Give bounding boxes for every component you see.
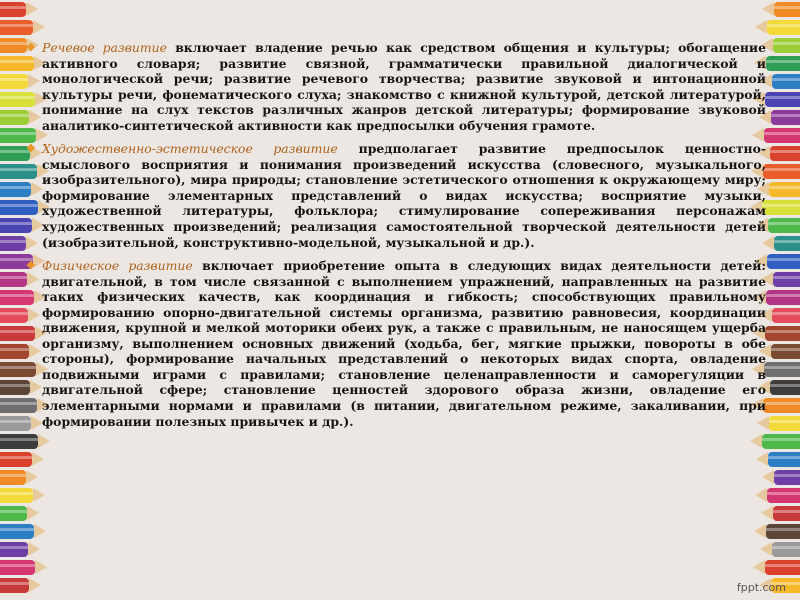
pencil-decoration xyxy=(772,74,800,89)
pencil-decoration xyxy=(0,560,35,575)
paragraph-artistic-development xyxy=(26,141,766,250)
pencil-decoration xyxy=(0,182,31,197)
paragraph-physical-development xyxy=(26,258,766,429)
pencil-decoration xyxy=(764,128,800,143)
term-artistic-development: Художественно-эстетическое развитие xyxy=(42,141,338,157)
pencil-decoration xyxy=(771,110,800,125)
pencil-decoration xyxy=(773,272,800,287)
pencil-decoration xyxy=(773,38,800,53)
pencil-decoration xyxy=(771,344,800,359)
pencil-decoration xyxy=(767,20,800,35)
pencil-decoration xyxy=(765,326,800,341)
pencil-decoration xyxy=(0,38,27,53)
pencil-decoration xyxy=(766,290,800,305)
pencil-decoration xyxy=(772,308,800,323)
pencil-decoration xyxy=(0,92,35,107)
pencil-decoration xyxy=(774,236,800,251)
pencil-decoration xyxy=(0,488,33,503)
pencil-decoration xyxy=(0,74,28,89)
pencil-decoration xyxy=(769,416,800,431)
pencil-decoration xyxy=(0,272,27,287)
pencil-decoration xyxy=(0,110,29,125)
pencil-decoration xyxy=(766,524,800,539)
pencil-decoration xyxy=(0,308,28,323)
pencil-decoration xyxy=(0,416,31,431)
slide-body xyxy=(26,40,766,437)
pencil-decoration xyxy=(763,164,800,179)
pencil-decoration xyxy=(774,2,800,17)
pencil-decoration xyxy=(0,434,38,449)
pencil-decoration xyxy=(0,542,28,557)
pencil-decoration xyxy=(0,380,30,395)
paragraph-text: предполагает развитие предпосылок ценностно-смыслового восприятия и понимания произведений искусства (словесного, музыкального, изобразительного), мира природы; становление эстетического отношения к окружающему миру; формирование элементарных представлений о видах искусства; восприятие музыки, художественной литературы, фольклора; стимулирование сопереживания персонажам художественных произведений; реализация самостоятельной творческой деятельности детей (изобразительной, конструктивно-модельной, музыкальной и др.). xyxy=(42,141,766,250)
pencil-decoration xyxy=(765,92,800,107)
pencil-decoration xyxy=(0,362,36,377)
paragraph-text: включает владение речью как средством общения и культуры; обогащение активного словаря; развитие связной, грамматически правильной диалогической и монологической речи; развитие речевого творчества; развитие звуковой и интонационной культуры речи, фонематического слуха; знакомство с книжной культурой, детской литературой, понимание на слух текстов различных жанров детской литературы; формирование звуковой аналитико-синтетической активности как предпосылки обучения грамоте. xyxy=(42,40,766,133)
term-speech-development: Речевое развитие xyxy=(42,40,167,55)
pencil-decoration xyxy=(762,434,800,449)
pencil-decoration xyxy=(0,290,34,305)
pencil-decoration xyxy=(774,470,800,485)
pencil-decoration xyxy=(765,560,800,575)
pencil-decoration xyxy=(762,200,800,215)
pencil-decoration xyxy=(0,164,37,179)
bullet-icon: ❖ xyxy=(26,142,36,156)
pencil-decoration xyxy=(766,56,800,71)
pencil-decoration xyxy=(770,146,800,161)
footer-watermark: fppt.com xyxy=(736,581,786,594)
pencil-decoration xyxy=(767,254,800,269)
pencil-decoration xyxy=(0,506,27,521)
pencil-decoration xyxy=(0,344,29,359)
paragraph-text: включает приобретение опыта в следующих видах деятельности детей: двигательной, в том числе связанной с выполнением упражнений, направленных на развитие таких физических качеств, как координация и гибкость; способствующих правильному формированию опорно-двигательной системы организма, развитию равновесия, координации движения, крупной и мелкой моторики обеих рук, а также с правильным, не наносящем ущерба организму, выполнением основных движений (ходьба, бег, мягкие прыжки, повороты в обе стороны), формирование начальных представлений о некоторых видах спорта, овладение подвижными играми с правилами; становление целенаправленности и саморегуляции в двигательной сфере; становление ценностей здорового образа жизни, овладение его элементарными нормами и правилами (в питании, двигательном режиме, закаливании, при формировании полезных привычек и др.). xyxy=(42,258,766,429)
pencil-decoration xyxy=(0,524,34,539)
pencil-decoration xyxy=(764,362,800,377)
pencil-decoration xyxy=(772,542,800,557)
pencil-decoration xyxy=(0,2,26,17)
pencil-decoration xyxy=(768,452,800,467)
term-physical-development: Физическое развитие xyxy=(42,258,193,274)
pencil-decoration xyxy=(763,398,800,413)
pencil-decoration xyxy=(767,488,800,503)
pencil-decoration xyxy=(768,218,800,233)
left-pencil-border xyxy=(0,0,44,600)
pencil-decoration xyxy=(0,452,32,467)
pencil-decoration xyxy=(0,56,34,71)
pencil-decoration xyxy=(773,506,800,521)
bullet-icon: ❖ xyxy=(26,41,36,54)
paragraph-speech-development xyxy=(26,40,766,133)
pencil-decoration xyxy=(770,380,800,395)
pencil-decoration xyxy=(0,200,38,215)
pencil-decoration xyxy=(0,218,32,233)
bullet-icon: ❖ xyxy=(26,259,36,273)
pencil-decoration xyxy=(0,470,26,485)
pencil-decoration xyxy=(0,236,26,251)
pencil-decoration xyxy=(0,578,29,593)
pencil-decoration xyxy=(0,326,35,341)
pencil-decoration xyxy=(0,398,37,413)
pencil-decoration xyxy=(769,182,800,197)
pencil-decoration xyxy=(0,20,33,35)
